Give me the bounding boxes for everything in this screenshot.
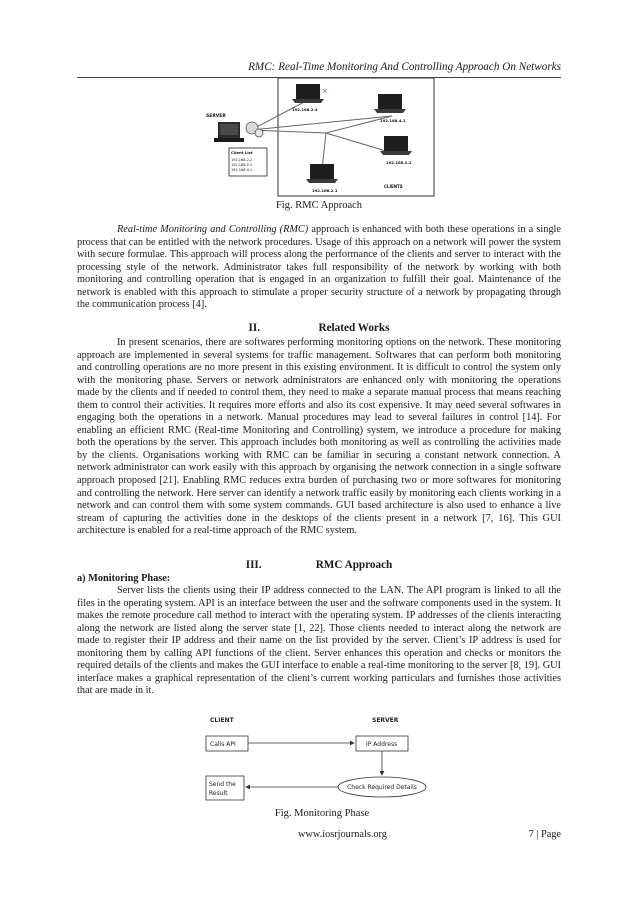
laptop-icon (292, 84, 324, 103)
running-header: RMC: Real-Time Monitoring And Controlling Approach On Networks (248, 61, 561, 73)
figure-2-caption: Fig. Monitoring Phase (274, 808, 370, 819)
clients-label: CLIENTS (384, 184, 403, 189)
server-heading: SERVER (372, 717, 399, 724)
ip-address-label: IP Address (366, 741, 398, 748)
node-ip-1: 192.168.2.4 (292, 107, 318, 112)
section-number: II. (248, 322, 261, 334)
paragraph-related-works: In present scenarios, there are softwares performing monitoring options on the network. These monitoring approach are implemented in several systems for traffic management. Softwares that can perform both monitoring and controlling operations are no more present in this existing environment. It is difficult to control the system only with the monitoring phase. Servers or network administrators are enhanced only with monitoring the operations made by the clients and if needed to control them, they need to make a separate manual process that means reaching them to control their activities. It requires more efforts and also its cost expensive. It may need several softwares in engaging both the operations in a network. Manual procedures may lead to several failures in control [14]. For enabling an efficient RMC (Real-time Monitoring and Controlling) system, we introduce a procedure for making both the operations by the server. This approach includes both monitoring as well as controlling the activities made by the clients. Organisations working with RMC can be familiar in securing a constant network connection. A network administrator can work easily with this approach by organising the network connection in a single software approach proposed [21]. Enabling RMC reduces extra burden of purchasing two or more softwares for monitoring and controlling the network. Here server can identify a network traffic easily by monitoring each clients working in a network and can control them with some system commands. GUI based architecture is also used to enhance a live stream of capturing the activities done in the desktops of the clients present in a network [7, 16]. This GUI architecture is enabled for a real-time approach of the RMC system. (77, 337, 561, 537)
section-heading-rmc-approach (77, 559, 561, 571)
section-title: RMC Approach (315, 559, 393, 571)
send-the-label: Send the (209, 781, 236, 788)
paragraph-text: approach is enhanced with both these operations in a single process that can be entitled with the network procedures. Usage of this approach on a network will power the system with secure formulae. This approach will process along the performance of the clients and server to interact with the processing style of the network. Administrator takes full responsibility of the network by working with both monitoring and controlling operation that is engaged in an organization to fulfill their goal. Maintenance of the network is enabled with this approach to stimulate a proper security structure of a network by propagating through the communication process [4]. (77, 224, 561, 311)
footer-page-number: 7 | Page (528, 829, 561, 840)
section-number: III. (245, 559, 262, 571)
client-list-title: Client List (231, 150, 253, 155)
node-ip-2: 192.168.4.1 (380, 118, 406, 123)
figure-1-caption: Fig. RMC Approach (275, 200, 363, 211)
section-heading-related-works (77, 322, 561, 334)
client-heading: CLIENT (210, 717, 234, 724)
laptop-icon (306, 164, 338, 183)
paragraph-rmc-intro (77, 224, 561, 312)
client-list-box (229, 148, 267, 176)
monitoring-phase-figure (196, 712, 436, 806)
server-label: SERVER (206, 114, 226, 119)
close-icon: × (322, 87, 328, 95)
node-ip-4: 192.168.2.1 (312, 188, 338, 193)
client-list-ip-2: 192.168.2.1 (231, 163, 253, 167)
laptop-icon (374, 94, 406, 113)
node-ip-3: 192.168.2.2 (386, 160, 412, 165)
client-list-ip-3: 192.168.4.1 (231, 168, 253, 172)
rmc-approach-figure (196, 78, 436, 198)
laptop-icon (380, 136, 412, 155)
subheading-monitoring-phase: a) Monitoring Phase: (77, 573, 171, 584)
result-label: Result (209, 790, 228, 797)
calls-api-label: Calls API (210, 741, 236, 748)
paragraph-monitoring-phase: Server lists the clients using their IP address connected to the LAN. The API program is linked to all the files in the operating system. API is an interface between the user and the software components used in the system. It makes the remote procedure call method to interact with the operating system. IP addresses of the clients interacting along the network are listed along the server state [1, 22]. Those clients needed to interact along the network are made to register their IP address and their name on the list provided by the server. Client’s IP address is used for monitoring them by calling API functions of the client. Server enhances this operation and checks or monitors the required details of the clients and makes the GUI interface to enable a real-time monitoring to the server [8, 19]. GUI interface makes a graphical representation of the client’s current working particulars and furnishes those activities that are made in it. (77, 585, 561, 697)
client-list-ip-1: 192.168.2.2 (231, 158, 253, 162)
section-title: Related Works (318, 322, 390, 334)
server-icon (214, 122, 263, 142)
rmc-term: Real-time Monitoring and Controlling (RMC) (117, 224, 309, 235)
check-details-label: Check Required Details (347, 784, 417, 791)
footer-url[interactable]: www.iosrjournals.org (298, 829, 387, 840)
